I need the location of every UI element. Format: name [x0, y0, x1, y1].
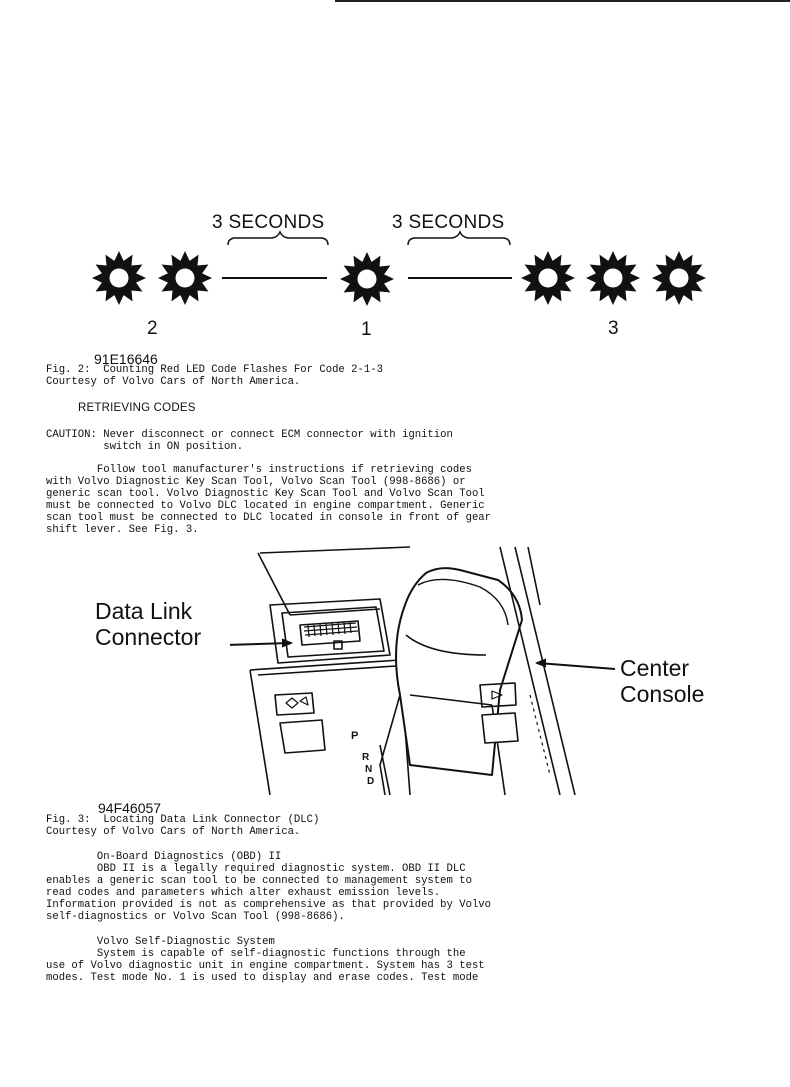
figure-id: 91E16646: [94, 351, 158, 367]
paragraph-line: use of Volvo diagnostic unit in engine compartment. System has 3 test: [46, 960, 485, 972]
paragraph-line: scan tool must be connected to DLC located in console in front of gear: [46, 512, 492, 524]
caution-text: CAUTION: Never disconnect or connect ECM connector with ignition: [46, 429, 453, 441]
flash-count: 1: [361, 319, 372, 340]
brace: [408, 232, 510, 245]
paragraph-line: read codes and parameters which alter exhaust emission levels.: [46, 887, 441, 899]
paragraph-line: OBD II is a legally required diagnostic system. OBD II DLC: [46, 863, 466, 875]
gear-label: N: [365, 764, 373, 775]
gear-label: R: [362, 752, 370, 763]
figure-id: 94F46057: [98, 800, 162, 816]
seconds-label: 3 SECONDS: [212, 212, 325, 233]
flash-count: 3: [608, 318, 619, 339]
led-flash-icon: [92, 251, 146, 305]
callout-center-console: Console: [620, 681, 705, 707]
paragraph-line: Follow tool manufacturer's instructions if retrieving codes: [46, 464, 472, 476]
brace: [228, 232, 328, 245]
led-flash-icon: [652, 251, 706, 305]
seconds-label: 3 SECONDS: [392, 212, 505, 233]
console-illustration: [230, 545, 790, 795]
subsection-heading: Volvo Self-Diagnostic System: [46, 936, 275, 948]
subsection-heading: On-Board Diagnostics (OBD) II: [46, 851, 282, 863]
flash-count: 2: [147, 318, 158, 339]
paragraph-line: enables a generic scan tool to be connected to management system to: [46, 875, 472, 887]
figure-caption: Fig. 3: Locating Data Link Connector (DLC): [46, 814, 320, 826]
gear-label: P: [351, 730, 359, 742]
paragraph-line: generic scan tool. Volvo Diagnostic Key Scan Tool and Volvo Scan Tool: [46, 488, 485, 500]
led-flash-icon: [521, 251, 575, 305]
led-flash-icon: [586, 251, 640, 305]
top-rule: [335, 0, 790, 2]
callout-data-link-connector: Connector: [95, 624, 202, 650]
paragraph-line: with Volvo Diagnostic Key Scan Tool, Volvo Scan Tool (998-8686) or: [46, 476, 466, 488]
section-heading: RETRIEVING CODES: [78, 402, 196, 414]
led-flash-icon: [158, 251, 212, 305]
paragraph-line: Information provided is not as comprehensive as that provided by Volvo: [46, 899, 492, 911]
paragraph-line: must be connected to Volvo DLC located in engine compartment. Generic: [46, 500, 485, 512]
led-flash-icon: [340, 252, 394, 306]
figure-credit: Courtesy of Volvo Cars of North America.: [46, 376, 301, 388]
gear-label: D: [367, 776, 375, 787]
figure-credit: Courtesy of Volvo Cars of North America.: [46, 826, 301, 838]
paragraph-line: System is capable of self-diagnostic functions through the: [46, 948, 466, 960]
flash-diagram: [0, 225, 790, 345]
callout-center-console: Center: [620, 655, 690, 681]
callout-data-link-connector: Data Link: [95, 598, 193, 624]
caution-text: switch in ON position.: [46, 441, 244, 453]
paragraph-line: self-diagnostics or Volvo Scan Tool (998-8686).: [46, 911, 345, 923]
paragraph-line: modes. Test mode No. 1 is used to display and erase codes. Test mode: [46, 972, 479, 984]
figure-caption: Fig. 2: Counting Red LED Code Flashes For Code 2-1-3: [46, 364, 383, 376]
paragraph-line: shift lever. See Fig. 3.: [46, 524, 199, 536]
